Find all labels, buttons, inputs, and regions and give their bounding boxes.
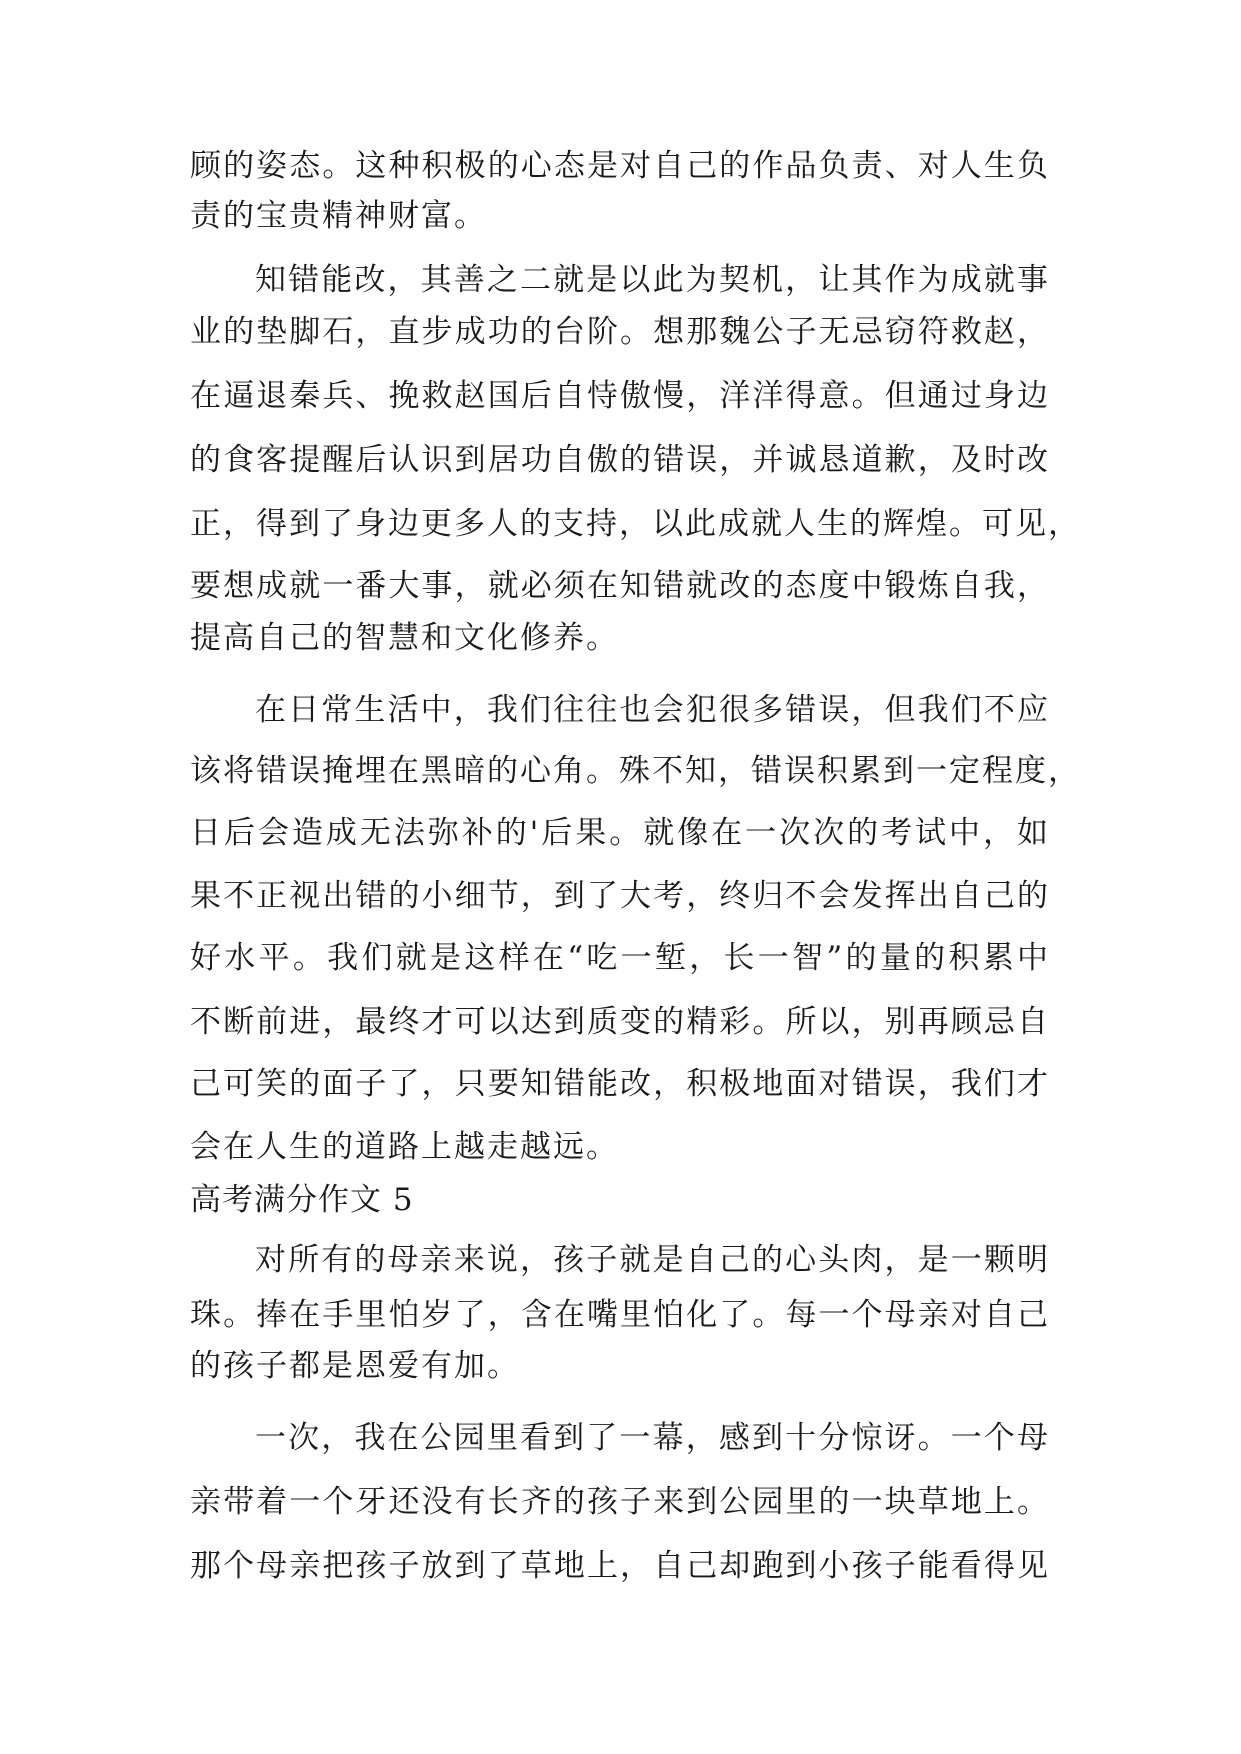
paragraph-line: 知错能改，其善之二就是以此为契机，让其作为成就事	[255, 262, 1050, 298]
paragraph-line: 该将错误掩埋在黑暗的心角。殊不知，错误积累到一定程度，	[190, 753, 1081, 789]
paragraph-line: 要想成就一番大事，就必须在知错就改的态度中锻炼自我，	[190, 568, 1050, 604]
paragraph-line: 不断前进，最终才可以达到质变的精彩。所以，别再顾忌自	[190, 1004, 1050, 1040]
paragraph-line: 一次，我在公园里看到了一幕，感到十分惊讶。一个母	[255, 1420, 1050, 1456]
paragraph-line: 提高自己的智慧和文化修养。	[190, 620, 619, 656]
paragraph-line: 己可笑的面子了，只要知错能改，积极地面对错误，我们才	[190, 1066, 1050, 1102]
paragraph-line: 好水平。我们就是这样在“吃一堑，长一智”的量的积累中	[190, 940, 1050, 976]
paragraph-line: 的孩子都是恩爱有加。	[190, 1348, 520, 1384]
paragraph-line: 顾的姿态。这种积极的心态是对自己的作品负责、对人生负	[190, 148, 1050, 184]
paragraph-line: 珠。捧在手里怕岁了，含在嘴里怕化了。每一个母亲对自己	[190, 1297, 1050, 1333]
section-heading: 高考满分作文 5	[190, 1182, 414, 1218]
paragraph-line: 会在人生的道路上越走越远。	[190, 1129, 619, 1165]
paragraph-line: 对所有的母亲来说，孩子就是自己的心头肉，是一颗明	[255, 1242, 1050, 1278]
paragraph-line: 在逼退秦兵、挽救赵国后自恃傲慢，洋洋得意。但通过身边	[190, 378, 1050, 414]
paragraph-line: 日后会造成无法弥补的'后果。就像在一次次的考试中，如	[190, 815, 1050, 851]
paragraph-line: 在日常生活中，我们往往也会犯很多错误，但我们不应	[255, 692, 1050, 728]
paragraph-line: 亲带着一个牙还没有长齐的孩子来到公园里的一块草地上。	[190, 1484, 1050, 1520]
paragraph-line: 那个母亲把孩子放到了草地上，自己却跑到小孩子能看得见	[190, 1548, 1050, 1584]
paragraph-line: 正，得到了身边更多人的支持，以此成就人生的辉煌。可见，	[190, 506, 1081, 542]
paragraph-line: 的食客提醒后认识到居功自傲的错误，并诚恳道歉，及时改	[190, 442, 1050, 478]
paragraph-line: 果不正视出错的小细节，到了大考，终归不会发挥出自己的	[190, 878, 1050, 914]
paragraph-line: 责的宝贵精神财富。	[190, 198, 487, 234]
paragraph-line: 业的垫脚石，直步成功的台阶。想那魏公子无忌窃符救赵，	[190, 314, 1050, 350]
